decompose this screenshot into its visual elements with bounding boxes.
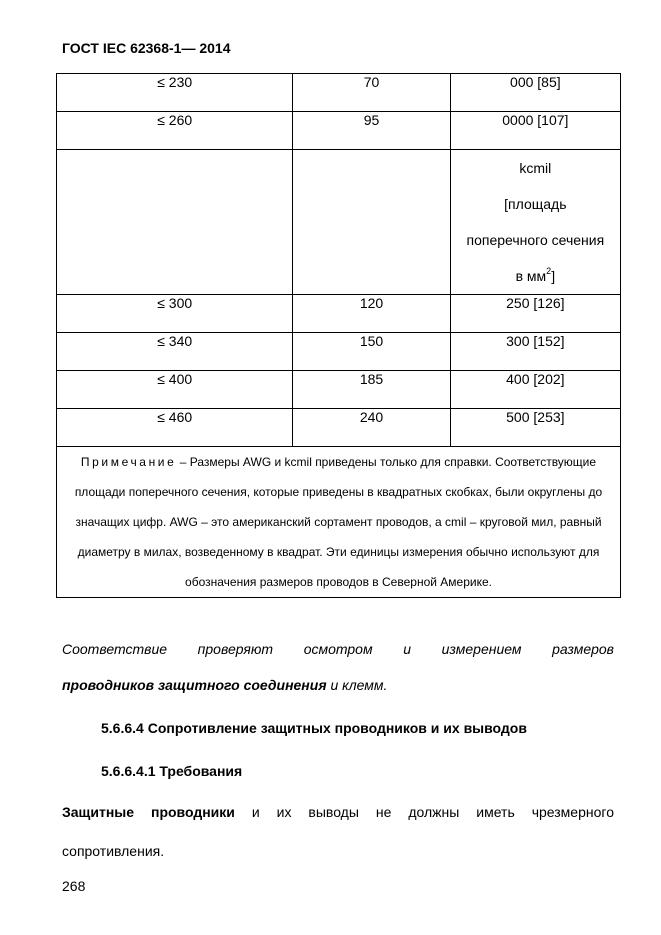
awg-cell: 300 [152] <box>450 333 620 371</box>
note-label: Примечание <box>80 455 177 469</box>
current-cell: ≤ 460 <box>57 409 293 447</box>
table-row <box>57 333 621 371</box>
verification-paragraph-line1: Соответствие проверяют осмотром и измерением размеров <box>62 641 614 657</box>
page-number: 268 <box>62 878 86 894</box>
current-cell: ≤ 260 <box>57 112 293 150</box>
empty-cell <box>57 150 293 295</box>
requirement-paragraph-line1: Защитные проводники и их выводы не должны иметь чрезмерного <box>62 804 614 820</box>
kcmil-label: kcmil <box>519 160 552 176</box>
area-cell: 150 <box>293 333 450 371</box>
area-cell: 185 <box>293 371 450 409</box>
section-heading: 5.6.6.4 Сопротивление защитных проводников и их выводов <box>101 720 527 736</box>
table-row-kcmil-header <box>57 150 621 295</box>
table-row <box>57 295 621 333</box>
kcmil-header-cell <box>450 150 620 295</box>
current-cell: ≤ 300 <box>57 295 293 333</box>
kcmil-label: [площадь <box>504 196 567 212</box>
table-row <box>57 112 621 150</box>
area-cell: 120 <box>293 295 450 333</box>
kcmil-label: в $мм^2$] <box>515 266 556 284</box>
area-cell: 70 <box>293 74 450 112</box>
bold-term: проводников защитного соединения <box>62 677 327 693</box>
current-cell: ≤ 400 <box>57 371 293 409</box>
document-header: ГОСТ IEC 62368-1— 2014 <box>62 40 231 56</box>
table-row <box>57 371 621 409</box>
empty-cell <box>293 150 450 295</box>
area-cell: 95 <box>293 112 450 150</box>
awg-cell: 250 [126] <box>450 295 620 333</box>
note-text: – Размеры AWG и kcmil приведены только для справки. Соответствующие площади поперечного сечения, которые приведены в квадратных скобках, были округлены до значащих цифр. AWG – это американский сортамент проводов, а cmil – круговой мил, равный диаметру в милах, возведенному в квадрат. Эти единицы измерения обычно используют для обозначения размеров проводов в Северной Америке. <box>74 455 603 589</box>
table-row <box>57 409 621 447</box>
awg-cell: 000 [85] <box>450 74 620 112</box>
current-cell: ≤ 340 <box>57 333 293 371</box>
kcmil-label: поперечного сечения <box>466 232 605 248</box>
table-row <box>57 74 621 112</box>
awg-cell: 0000 [107] <box>450 112 620 150</box>
table-note-row <box>57 447 621 598</box>
bold-term: Защитные проводники <box>62 804 235 820</box>
verification-paragraph-line2: проводников защитного соединения и клемм. <box>62 677 388 693</box>
current-cell: ≤ 230 <box>57 74 293 112</box>
subsection-heading: 5.6.6.4.1 Требования <box>101 763 243 779</box>
area-cell: 240 <box>293 409 450 447</box>
requirement-paragraph-line2: сопротивления. <box>62 843 165 859</box>
awg-cell: 500 [253] <box>450 409 620 447</box>
table-note <box>57 447 621 598</box>
conductor-size-table <box>56 73 621 598</box>
awg-cell: 400 [202] <box>450 371 620 409</box>
